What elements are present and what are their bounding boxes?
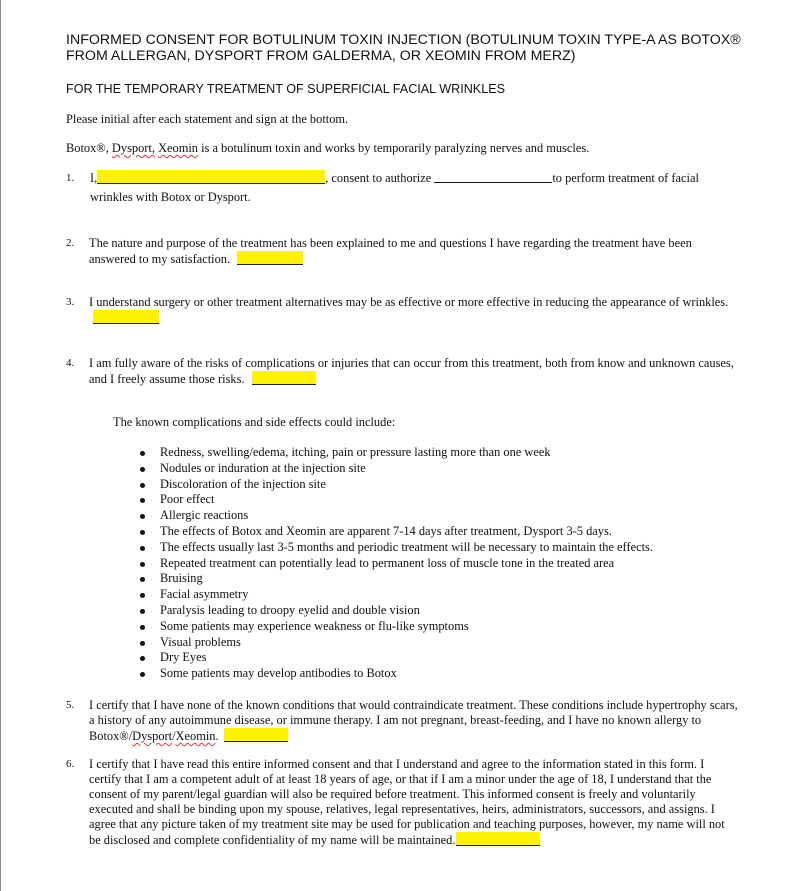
list-item: Visual problems [136,635,653,651]
item-number: 6. [66,758,75,770]
initial-field-2[interactable] [237,251,303,265]
item-3-text: I understand surgery or other treatment alternatives may be as effective or more effective in reducing the appearance of wrinkles. [89,295,729,309]
initial-field-3[interactable] [93,310,159,324]
initial-field-5[interactable] [224,728,288,742]
xeomin-label: Xeomin [158,141,198,155]
item-3-paragraph [89,295,739,326]
item-1-line-2: wrinkles with Botox or Dysport. [90,190,251,204]
document-title: INFORMED CONSENT FOR BOTULINUM TOXIN INJECTION (BOTULINUM TOXIN TYPE-A AS BOTOX® FROM ALLERGAN, DYSPORT FROM GALDERMA, OR XEOMIN FROM MERZ) [66,32,741,64]
item-5-paragraph [89,698,739,744]
period: . [215,729,219,743]
complications-heading: The known complications and side effects could include: [113,415,396,429]
patient-name-field[interactable] [97,170,325,184]
item-number: 1. [66,172,75,184]
botox-label: Botox®, [66,141,109,155]
item-1-line-1 [90,170,699,186]
list-item: Repeated treatment can potentially lead to permanent loss of muscle tone in the treated area [136,556,653,572]
list-item: The effects usually last 3-5 months and periodic treatment will be necessary to maintain the effects. [136,540,653,556]
item-1-prefix: I, [90,171,98,185]
item-number: 2. [66,237,75,249]
description-suffix: is a botulinum toxin and works by temporarily paralyzing nerves and muscles. [201,141,590,155]
item-4-paragraph [89,356,739,387]
item-5-text: I certify that I have none of the known conditions that would contraindicate treatment. These conditions include hypertrophy scars, a history of any autoimmune disease, or immune therapy. I am not pregnant, breast-feeding, and I have no known allergy to Botox®/ [89,698,738,743]
item-6-text: I certify that I have read this entire informed consent and that I understand and agree to the information stated in this form. I certify that I am a competent adult of at least 18 years of age, or that if I am a minor under the age of 18, I understand that the consent of my parent/legal guardian will also be required before treatment. This informed consent is freely and voluntarily executed and shall be binding upon my spouse, relatives, legal representatives, heirs, administrators, successors, and assigns. I agree that any picture taken of my treatment site may be used for publication and teaching purposes, however, my name will not be disclosed and complete confidentiality of my name will be maintained. [89,757,725,847]
list-item: Facial asymmetry [136,587,653,603]
complications-list [136,445,653,682]
list-item: Allergic reactions [136,508,653,524]
item-number: 5. [66,699,75,711]
dysport-label: Dysport [132,729,173,743]
item-number: 4. [66,357,75,369]
dysport-label: Dysport, [111,141,155,155]
list-item: Some patients may develop antibodies to Botox [136,666,653,682]
initial-field-4[interactable] [252,371,316,385]
page-edge-line [0,0,1,891]
item-number: 3. [66,296,75,308]
toxin-description [66,141,589,156]
document-subtitle: FOR THE TEMPORARY TREATMENT OF SUPERFICIAL FACIAL WRINKLES [66,82,505,96]
item-2-text: The nature and purpose of the treatment has been explained to me and questions I have regarding the treatment have been answered to my satisfaction. [89,236,692,266]
slash: / [172,729,176,743]
list-item: Some patients may experience weakness or flu-like symptoms [136,619,653,635]
initial-field-6[interactable] [456,832,540,846]
list-item: Paralysis leading to droopy eyelid and double vision [136,603,653,619]
list-item: Dry Eyes [136,650,653,666]
xeomin-label: Xeomin [175,729,216,743]
item-6-paragraph [89,757,739,848]
list-item: Bruising [136,571,653,587]
provider-name-field[interactable] [434,170,552,183]
list-item: Poor effect [136,492,653,508]
list-item: Redness, swelling/edema, itching, pain or pressure lasting more than one week [136,445,653,461]
item-4-text: I am fully aware of the risks of complications or injuries that can occur from this treatment, both from know and unknown causes, and I freely assume those risks. [89,356,734,386]
list-item: Nodules or induration at the injection site [136,461,653,477]
item-1-middle: , consent to authorize [325,171,432,185]
instructions-text: Please initial after each statement and sign at the bottom. [66,112,349,126]
item-1-suffix: to perform treatment of facial [552,171,699,185]
item-2-paragraph [89,236,739,267]
list-item: The effects of Botox and Xeomin are apparent 7-14 days after treatment, Dysport 3-5 days. [136,524,653,540]
list-item: Discoloration of the injection site [136,477,653,493]
